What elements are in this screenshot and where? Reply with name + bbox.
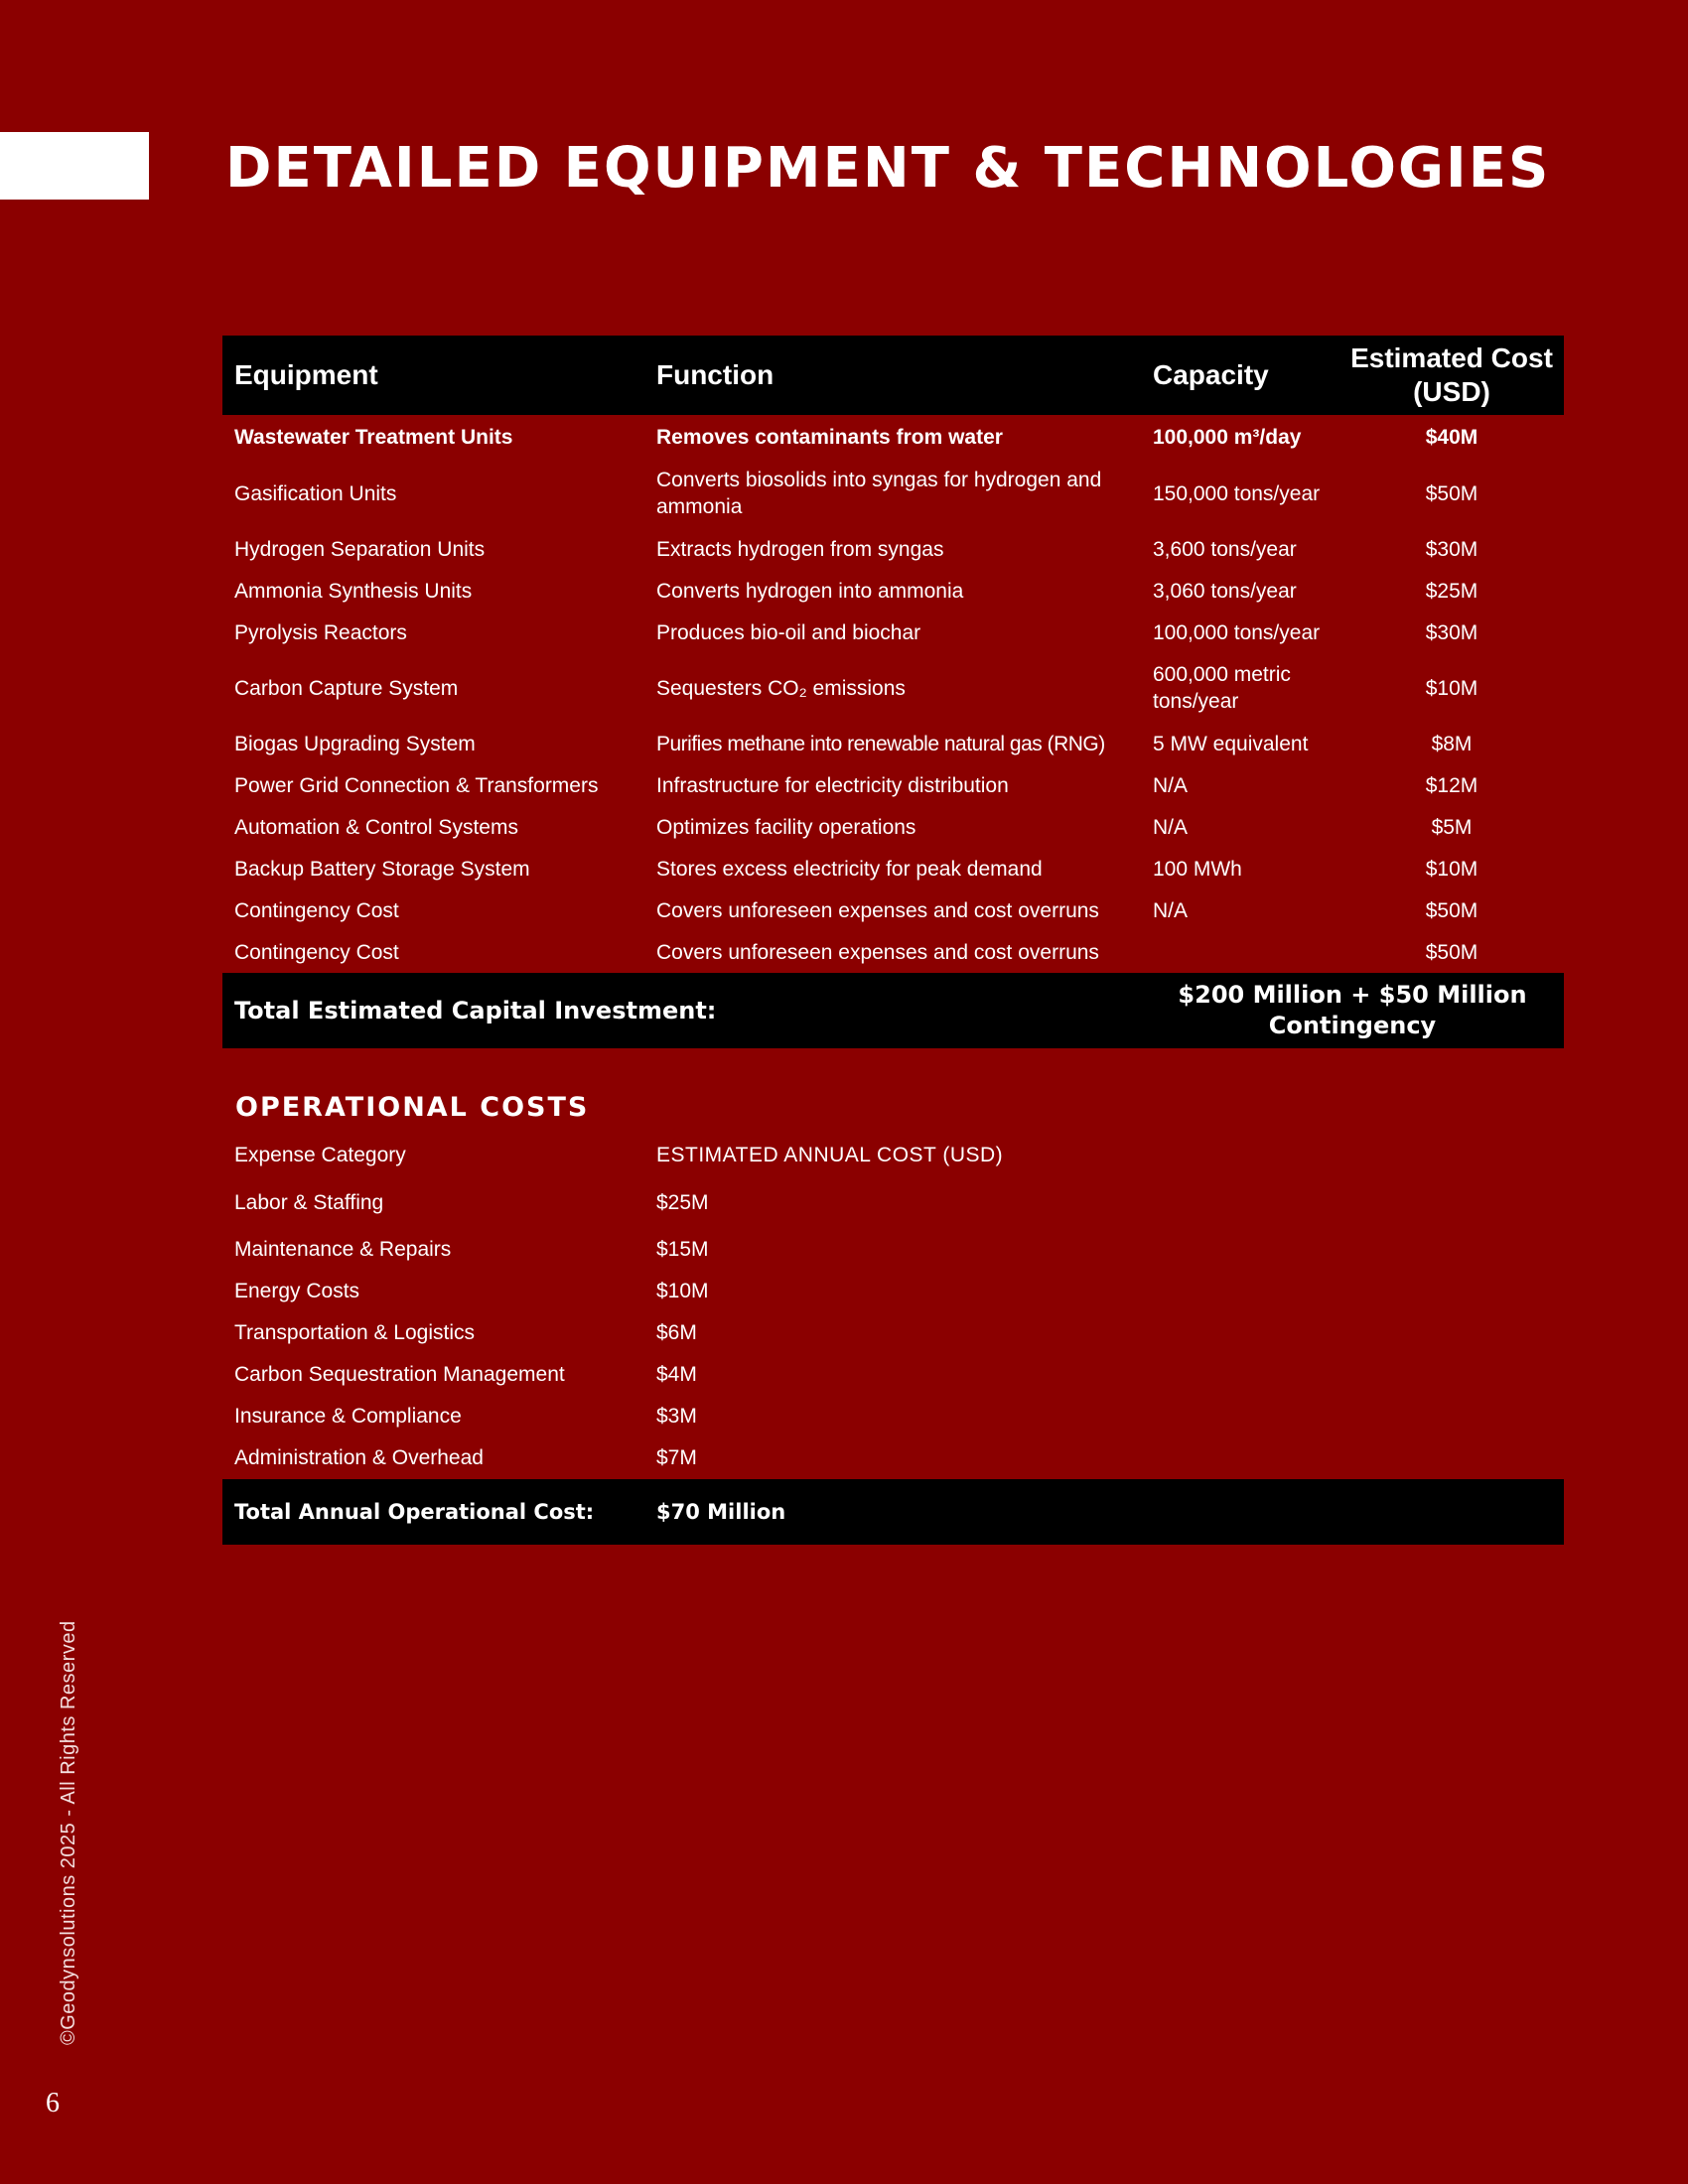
operational-total-value: $70 Million (656, 1500, 786, 1524)
function-cell: Converts hydrogen into ammonia (656, 579, 964, 603)
cost-cell: $30M (1425, 537, 1478, 561)
function-cell: Infrastructure for electricity distribution (656, 773, 1009, 797)
cost-cell: $50M (1425, 940, 1478, 964)
page-title: DETAILED EQUIPMENT & TECHNOLOGIES (225, 136, 1551, 201)
operational-total-row (222, 1479, 1564, 1545)
function-cell: Converts biosolids into syngas for hydrogen and ammonia (656, 469, 1102, 518)
table-row (222, 1177, 1564, 1229)
capacity-cell: 150,000 tons/year (1153, 481, 1321, 505)
annual-cost-cell: $3M (656, 1405, 697, 1428)
operational-total-label: Total Annual Operational Cost: (234, 1500, 595, 1524)
function-cell: Removes contaminants from water (656, 425, 1003, 449)
cost-cell: $5M (1431, 815, 1473, 839)
table-row (222, 723, 1564, 764)
operational-costs-heading: OPERATIONAL COSTS (235, 1092, 590, 1123)
capacity-cell: 3,060 tons/year (1153, 579, 1297, 603)
annual-cost-cell: $7M (656, 1446, 697, 1469)
cost-cell: $12M (1425, 773, 1478, 797)
capital-total-label: Total Estimated Capital Investment: (234, 996, 717, 1024)
function-cell: Sequesters CO₂ emissions (656, 676, 906, 700)
equipment-cell: Backup Battery Storage System (234, 857, 530, 881)
equipment-cell: Ammonia Synthesis Units (234, 579, 473, 603)
expense-category-cell: Administration & Overhead (234, 1446, 484, 1469)
column-header-estimated-cost: Estimated Cost (USD) (1350, 342, 1553, 407)
equipment-cell: Biogas Upgrading System (234, 732, 476, 755)
column-header-expense-category: Expense Category (234, 1144, 406, 1166)
annual-cost-cell: $10M (656, 1280, 709, 1302)
capacity-cell: N/A (1153, 898, 1189, 922)
equipment-cell: Wastewater Treatment Units (234, 425, 513, 449)
function-cell: Optimizes facility operations (656, 815, 916, 839)
capacity-cell: N/A (1153, 815, 1189, 839)
table-header-row (222, 336, 1564, 415)
cost-cell: $40M (1425, 425, 1478, 449)
table-row (222, 1437, 1564, 1479)
capacity-cell (1141, 931, 1339, 973)
cost-cell: $25M (1425, 579, 1478, 603)
table-row (222, 848, 1564, 889)
function-cell: Purifies methane into renewable natural gas (RNG) (656, 732, 1105, 755)
expense-category-cell: Maintenance & Repairs (234, 1238, 452, 1261)
table-row (222, 1312, 1564, 1354)
page-tab-marker (0, 132, 149, 200)
table-row (222, 612, 1564, 653)
table-row (222, 806, 1564, 848)
cost-cell: $30M (1425, 620, 1478, 644)
expense-category-cell: Transportation & Logistics (234, 1321, 476, 1344)
expense-category-cell: Labor & Staffing (234, 1191, 384, 1214)
equipment-cell: Gasification Units (234, 481, 397, 505)
function-cell: Covers unforeseen expenses and cost overruns (656, 940, 1099, 964)
cost-cell: $50M (1425, 898, 1478, 922)
capacity-cell: 100,000 tons/year (1153, 620, 1321, 644)
capital-total-row (222, 973, 1564, 1048)
expense-category-cell: Insurance & Compliance (234, 1405, 462, 1428)
annual-cost-cell: $25M (656, 1191, 709, 1214)
table-row (222, 653, 1564, 723)
table-row (222, 931, 1564, 973)
column-header-capacity: Capacity (1153, 359, 1269, 390)
capacity-cell: 100,000 m³/day (1153, 425, 1302, 449)
cost-cell: $8M (1431, 732, 1473, 755)
operational-costs-table (222, 1134, 1564, 1545)
function-cell: Extracts hydrogen from syngas (656, 537, 944, 561)
equipment-table (222, 336, 1564, 1048)
table-row (222, 459, 1564, 528)
page-number: 6 (46, 2088, 60, 2118)
copyright-notice: ©Geodynsolutions 2025 - All Rights Reserved (58, 1620, 79, 2045)
equipment-cell: Automation & Control Systems (234, 815, 518, 839)
function-cell: Covers unforeseen expenses and cost overruns (656, 898, 1099, 922)
capacity-cell: 5 MW equivalent (1153, 732, 1309, 755)
function-cell: Produces bio-oil and biochar (656, 620, 921, 644)
equipment-cell: Pyrolysis Reactors (234, 620, 407, 644)
table-row (222, 1271, 1564, 1312)
cost-cell: $50M (1425, 481, 1478, 505)
equipment-cell: Contingency Cost (234, 898, 399, 922)
cost-cell: $10M (1425, 857, 1478, 881)
expense-category-cell: Energy Costs (234, 1280, 360, 1302)
table-row (222, 764, 1564, 806)
table-row (222, 1396, 1564, 1437)
column-header-equipment: Equipment (234, 359, 378, 390)
equipment-cell: Contingency Cost (234, 940, 399, 964)
annual-cost-cell: $4M (656, 1363, 697, 1386)
table-row (222, 415, 1564, 459)
function-cell: Stores excess electricity for peak demand (656, 857, 1043, 881)
equipment-cell: Hydrogen Separation Units (234, 537, 486, 561)
equipment-cell: Carbon Capture System (234, 676, 459, 700)
capacity-cell: 100 MWh (1153, 857, 1242, 881)
ops-header-row (222, 1134, 1564, 1177)
annual-cost-cell: $15M (656, 1238, 709, 1261)
column-header-function: Function (656, 359, 774, 390)
column-header-annual-cost: ESTIMATED ANNUAL COST (USD) (656, 1144, 1004, 1166)
capacity-cell: N/A (1153, 773, 1189, 797)
equipment-cell: Power Grid Connection & Transformers (234, 773, 599, 797)
table-row (222, 1229, 1564, 1271)
capital-total-value: $200 Million + $50 Million Contingency (1178, 981, 1527, 1039)
annual-cost-cell: $6M (656, 1321, 697, 1344)
cost-cell: $10M (1425, 676, 1478, 700)
table-row (222, 570, 1564, 612)
table-row (222, 1354, 1564, 1396)
expense-category-cell: Carbon Sequestration Management (234, 1363, 565, 1386)
table-row (222, 528, 1564, 570)
capacity-cell: 600,000 metric tons/year (1153, 663, 1291, 713)
table-row (222, 889, 1564, 931)
capacity-cell: 3,600 tons/year (1153, 537, 1297, 561)
